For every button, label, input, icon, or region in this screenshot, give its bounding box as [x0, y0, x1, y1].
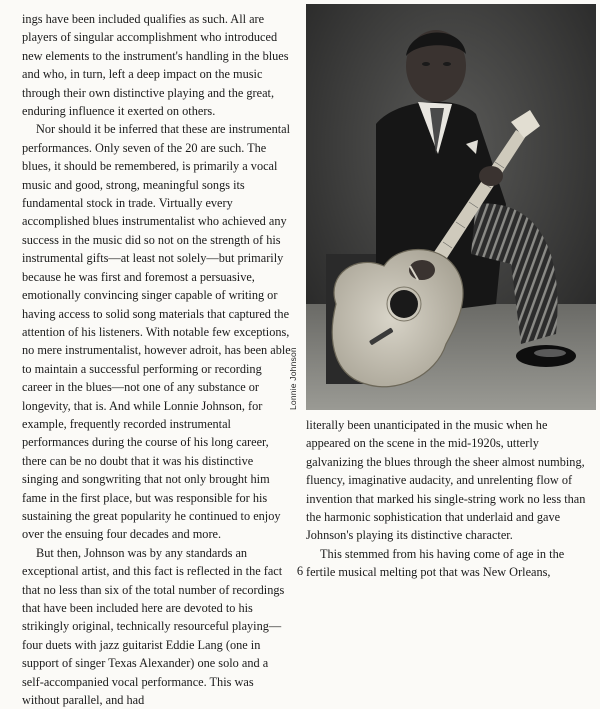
right-text-column [306, 416, 591, 582]
photo-lonnie-johnson [306, 4, 596, 410]
paragraph: literally been unanticipated in the music when he appeared on the scene in the mid-1920s, utterly galvanizing the blues through the sheer almost numbing, fluency, imaginative audacity, and unrelenting flow of invention that marked his single-string work no less than the harmonic sophistication that underlaid and gave Johnson's playing its distinctive character. [306, 418, 586, 543]
paragraph: This stemmed from his having come of age in the fertile musical melting pot that was New Orleans, [306, 546, 565, 580]
paragraph: ings have been included qualifies as such. All are players of singular accomplishment who introduced new elements to the instrument's handling in the blues and who, in turn, left a deep impact on the music through their own distinctive playing and the great, enduring influence it exerted on others. [22, 12, 289, 119]
photo-illustration [306, 4, 596, 410]
paragraph: But then, Johnson was by any standards an exceptional artist, and this fact is reflected in the fact that no less than six of the total number of recordings that have been included here are devoted to his strikingly original, technically resourceful playing—four duets with jazz guitarist Eddie Lang (one in support of singer Texas Alexander) one solo and a self-accompanied vocal performance. This was without parallel, and had [22, 545, 285, 708]
paragraph: Nor should it be inferred that these are instrumental performances. Only seven of the 20 are such. The blues, it should be remembered, is primarily a vocal music and good, strong, meaningful songs its fundamental stock in trade. Virtually every accomplished blues instrumentalist who achieved any success in the music did so not on the strength of his instrumental gifts—at least not solely—but primarily because he was first and foremost a persuasive, emotionally convincing singer capable of writing or having access to solid song materials that captured the attention of his listeners. With notable few exceptions, no mere instrumentalist, however adroit, has been able to maintain a successful performing or recording career in the blues—not one of any substance or longevity, that is. And while Lonnie Johnson, for example, frequently recorded instrumental performances during the course of his long career, there can be no doubt that it was his distinctive singing and songwriting that not only brought him fame in the first place, but was responsible for his sustaining the great popularity he continued to enjoy over the ensuing four decades and more. [22, 122, 291, 542]
page-number: 6 [296, 564, 304, 578]
photo-caption: Lonnie Johnson [288, 347, 298, 410]
left-text-column [22, 10, 292, 709]
